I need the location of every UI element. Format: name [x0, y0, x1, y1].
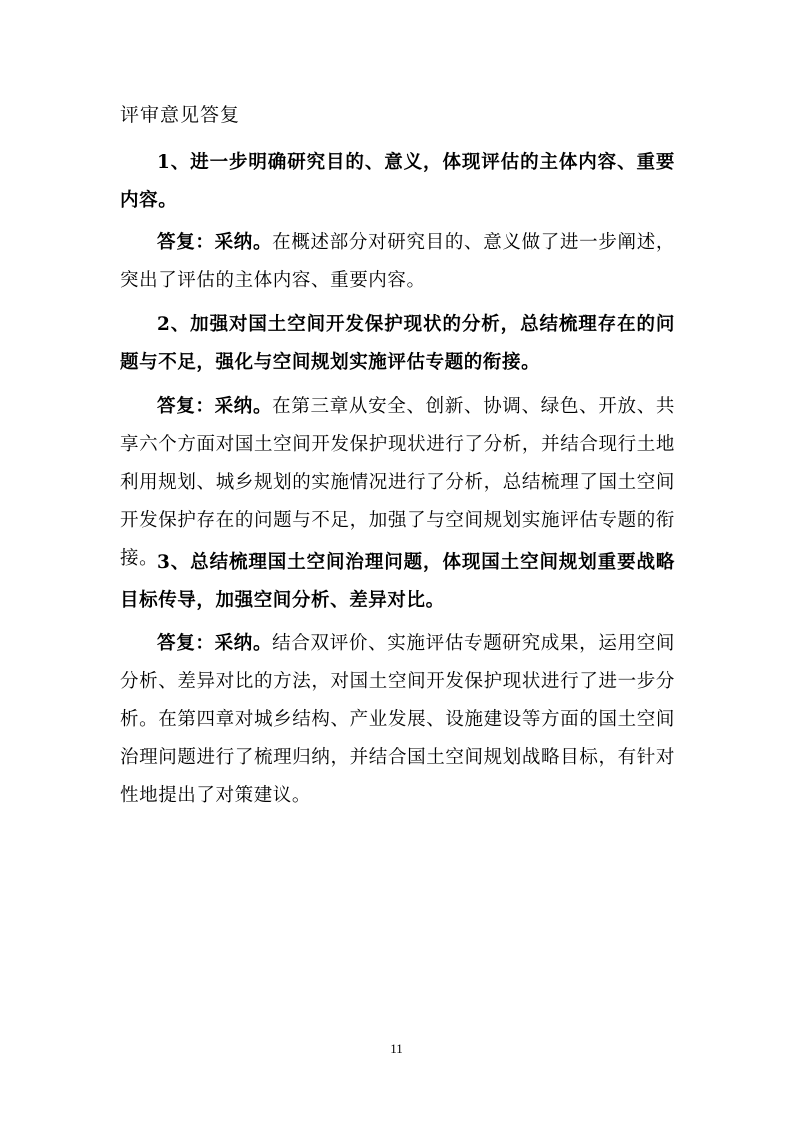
page-number: 11 [390, 1041, 403, 1056]
reply-text-2: 在第三章从安全、创新、协调、绿色、开放、共享六个方面对国土空间开发保护现状进行了分析，并结合现行土地利用规划、城乡规划的实施情况进行了分析，总结梳理了国土空间开发保护存在的问题与不足，加强了与空间规划实施评估专题的衔接。 [120, 396, 675, 569]
reply-paragraph-3 [120, 625, 675, 815]
document-heading: 评审意见答复 [120, 104, 241, 126]
review-opinion-3: 3、总结梳理国土空间治理问题，体现国土空间规划重要战略目标传导，加强空间分析、差异对比。 [120, 552, 675, 611]
review-opinion-2: 2、加强对国土空间开发保护现状的分析，总结梳理存在的问题与不足，强化与空间规划实施评估专题的衔接。 [120, 314, 675, 373]
reply-label-3: 答复：采纳。 [157, 633, 273, 654]
reply-text-1: 在概述部分对研究目的、意义做了进一步阐述，突出了评估的主体内容、重要内容。 [120, 232, 675, 291]
reply-text-3: 结合双评价、实施评估专题研究成果，运用空间分析、差异对比的方法，对国土空间开发保护现状进行了进一步分析。在第四章对城乡结构、产业发展、设施建设等方面的国土空间治理问题进行了梳理归纳，并结合国土空间规划战略目标，有针对性地提出了对策建议。 [120, 633, 675, 806]
reply-label-1: 答复：采纳。 [157, 232, 273, 253]
reply-paragraph-1 [120, 224, 675, 300]
reply-label-2: 答复：采纳。 [157, 396, 273, 417]
review-opinion-1: 1、进一步明确研究目的、意义，体现评估的主体内容、重要内容。 [120, 152, 675, 211]
